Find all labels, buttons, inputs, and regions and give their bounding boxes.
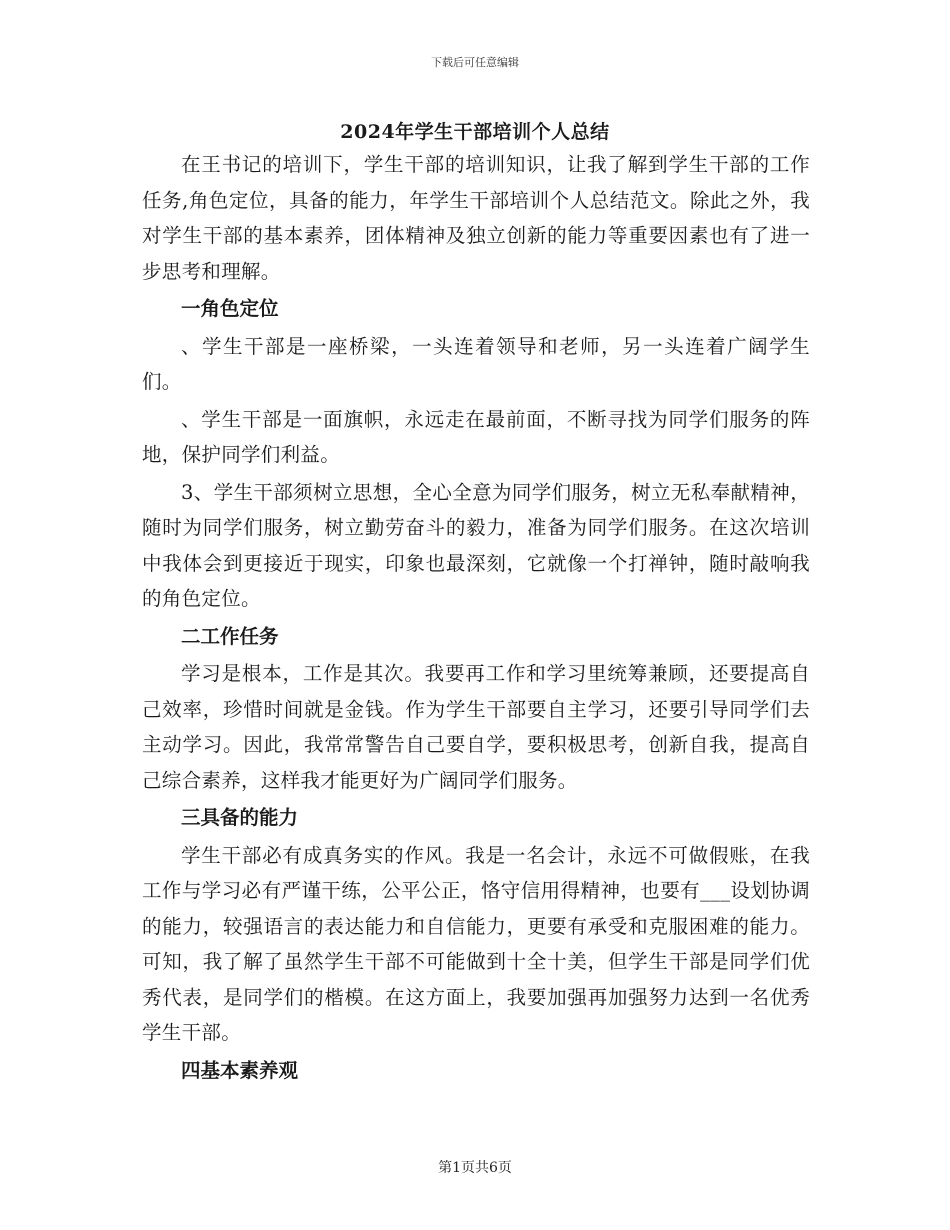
paragraph-intro: 在王书记的培训下，学生干部的培训知识，让我了解到学生干部的工作任务,角色定位，具备的能力，年学生干部培训个人总结范文。除此之外，我对学生干部的基本素养，团体精神及独立创新的能力等重要因素也有了进一步思考和理解。 [142,153,810,283]
paragraph-role-1: 、学生干部是一座桥梁，一头连着领导和老师，另一头连着广阔学生们。 [142,334,810,393]
section-heading-qualities: 四基本素养观 [181,1058,299,1082]
section-heading-role: 一角色定位 [181,297,279,320]
page-number-footer: 第1页共6页 [438,1160,512,1176]
paragraph-role-3: 3、学生干部须树立思想，全心全意为同学们服务，树立无私奉献精神，随时为同学们服务，树立勤劳奋斗的毅力，准备为同学们服务。在这次培训中我体会到更接近于现实，印象也最深刻，它就像一个打禅钟，随时敲响我的角色定位。 [142,480,810,610]
section-heading-tasks: 二工作任务 [181,624,279,648]
paragraph-abilities: 学生干部必有成真务实的作风。我是一名会计，永远不可做假账，在我工作与学习必有严谨干练，公平公正，恪守信用得精神，也要有___设划协调的能力，较强语言的表达能力和自信能力，更要有承受和克服困难的能力。可知，我了解了虽然学生干部不可能做到十全十美，但学生干部是同学们优秀代表，是同学们的楷模。在这方面上，我要加强再加强努力达到一名优秀学生干部。 [142,843,810,1044]
paragraph-tasks: 学习是根本，工作是其次。我要再工作和学习里统筹兼顾，还要提高自己效率，珍惜时间就是金钱。作为学生干部要自主学习，还要引导同学们去主动学习。因此，我常常警告自己要自学，要积极思考，创新自我，提高自己综合素养，这样我才能更好为广阔同学们服务。 [142,662,810,792]
paragraph-role-2: 、学生干部是一面旗帜，永远走在最前面，不断寻找为同学们服务的阵地，保护同学们利益。 [142,407,810,466]
section-heading-abilities: 三具备的能力 [181,806,299,829]
document-body [142,147,810,1090]
page-title: 2024年学生干部培训个人总结 [340,121,610,143]
header-note: 下载后可任意编辑 [431,56,519,69]
